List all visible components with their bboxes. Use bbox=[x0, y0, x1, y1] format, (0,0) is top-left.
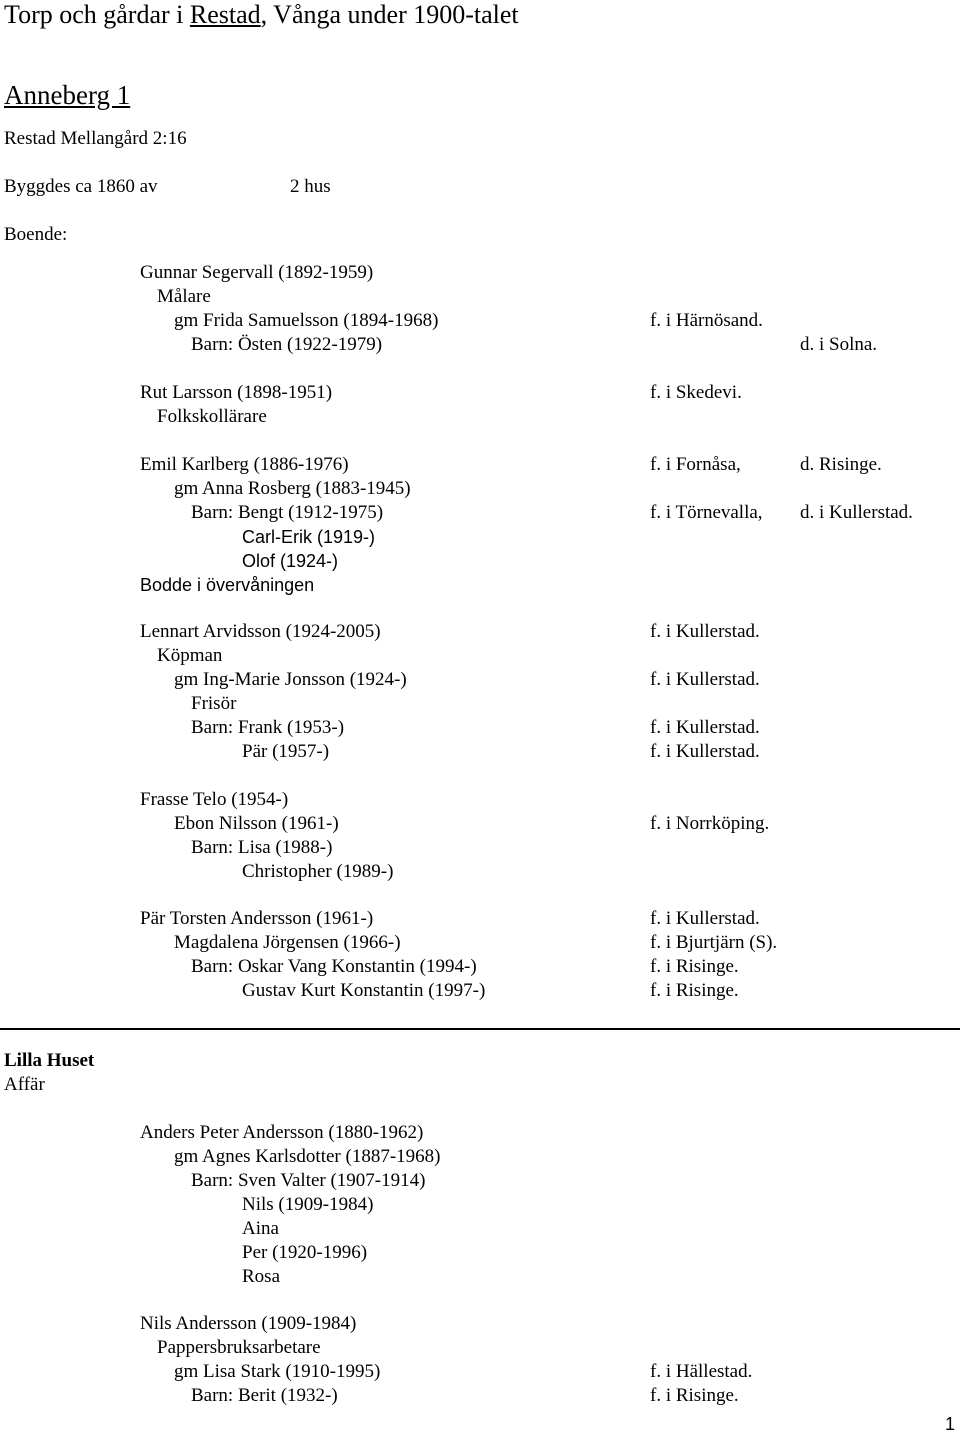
children-line: Barn: Sven Valter (1907-1914) bbox=[191, 1170, 426, 1191]
resident-line: Frasse Telo (1954-) bbox=[140, 789, 289, 810]
occupation: Folkskollärare bbox=[157, 406, 267, 427]
spouse-line: gm Agnes Karlsdotter (1887-1968) bbox=[174, 1146, 441, 1167]
deathplace: d. i Kullerstad. bbox=[800, 502, 913, 523]
birthplace: f. i Kullerstad. bbox=[650, 908, 760, 929]
page-number: 1 bbox=[945, 1414, 956, 1434]
section-subheading: Affär bbox=[4, 1074, 45, 1095]
resident-line: Pär Torsten Andersson (1961-) bbox=[140, 908, 374, 929]
resident-line: Emil Karlberg (1886-1976) bbox=[140, 454, 349, 475]
birthplace: f. i Kullerstad. bbox=[650, 669, 760, 690]
resident-line: Gunnar Segervall (1892-1959) bbox=[140, 262, 374, 283]
spouse-line: gm Anna Rosberg (1883-1945) bbox=[174, 478, 411, 499]
title-prefix: Torp och gårdar i bbox=[4, 0, 190, 29]
birthplace: f. i Norrköping. bbox=[650, 813, 770, 834]
property-designation: Restad Mellangård 2:16 bbox=[4, 128, 187, 149]
occupation: Målare bbox=[157, 286, 211, 307]
title-suffix: , Vånga under 1900-talet bbox=[260, 0, 519, 29]
occupation: Köpman bbox=[157, 645, 223, 666]
child-name: Nils (1909-1984) bbox=[242, 1194, 374, 1215]
deathplace: d. i Solna. bbox=[800, 334, 878, 355]
farm-name: Anneberg 1 bbox=[4, 80, 131, 110]
birthplace: f. i Risinge. bbox=[650, 956, 739, 977]
birthplace: f. i Hällestad. bbox=[650, 1361, 753, 1382]
spouse-line: Magdalena Jörgensen (1966-) bbox=[174, 932, 401, 953]
child-name: Aina bbox=[242, 1218, 279, 1239]
resident-line: Anders Peter Andersson (1880-1962) bbox=[140, 1122, 424, 1143]
deathplace: d. Risinge. bbox=[800, 454, 882, 475]
child-name: Gustav Kurt Konstantin (1997-) bbox=[242, 980, 486, 1001]
birthplace: f. i Kullerstad. bbox=[650, 717, 760, 738]
occupation: Frisör bbox=[191, 693, 237, 714]
children-line: Barn: Oskar Vang Konstantin (1994-) bbox=[191, 956, 477, 977]
built-label: Byggdes ca 1860 av bbox=[4, 176, 158, 197]
birthplace: f. i Bjurtjärn (S). bbox=[650, 932, 778, 953]
resident-line: Nils Andersson (1909-1984) bbox=[140, 1313, 357, 1334]
children-line: Barn: Lisa (1988-) bbox=[191, 837, 333, 858]
occupation: Pappersbruksarbetare bbox=[157, 1337, 321, 1358]
houses-count: 2 hus bbox=[290, 176, 331, 197]
spouse-line: gm Frida Samuelsson (1894-1968) bbox=[174, 310, 439, 331]
children-line: Barn: Frank (1953-) bbox=[191, 717, 345, 738]
section-divider bbox=[0, 1028, 960, 1030]
children-line: Barn: Bengt (1912-1975) bbox=[191, 502, 384, 523]
spouse-line: gm Ing-Marie Jonsson (1924-) bbox=[174, 669, 407, 690]
children-line: Barn: Östen (1922-1979) bbox=[191, 334, 383, 355]
page-title bbox=[4, 0, 519, 30]
restad-link[interactable]: Restad bbox=[189, 0, 261, 29]
child-name: Per (1920-1996) bbox=[242, 1242, 368, 1263]
spouse-line: Ebon Nilsson (1961-) bbox=[174, 813, 339, 834]
child-name: Carl-Erik (1919-) bbox=[242, 527, 376, 547]
child-name: Olof (1924-) bbox=[242, 551, 339, 571]
child-name: Christopher (1989-) bbox=[242, 861, 394, 882]
child-name: Pär (1957-) bbox=[242, 741, 330, 762]
section-heading: Lilla Huset bbox=[4, 1050, 95, 1071]
child-name: Rosa bbox=[242, 1266, 280, 1287]
children-line: Barn: Berit (1932-) bbox=[191, 1385, 338, 1406]
residents-label: Boende: bbox=[4, 224, 68, 245]
birthplace: f. i Kullerstad. bbox=[650, 621, 760, 642]
birthplace: f. i Härnösand. bbox=[650, 310, 763, 331]
birthplace: f. i Törnevalla, bbox=[650, 502, 763, 523]
birthplace: f. i Risinge. bbox=[650, 980, 739, 1001]
spouse-line: gm Lisa Stark (1910-1995) bbox=[174, 1361, 381, 1382]
birthplace: f. i Kullerstad. bbox=[650, 741, 760, 762]
resident-line: Rut Larsson (1898-1951) bbox=[140, 382, 333, 403]
resident-line: Lennart Arvidsson (1924-2005) bbox=[140, 621, 381, 642]
note-line: Bodde i övervåningen bbox=[140, 575, 315, 595]
birthplace: f. i Skedevi. bbox=[650, 382, 742, 403]
birthplace: f. i Fornåsa, bbox=[650, 454, 741, 475]
birthplace: f. i Risinge. bbox=[650, 1385, 739, 1406]
